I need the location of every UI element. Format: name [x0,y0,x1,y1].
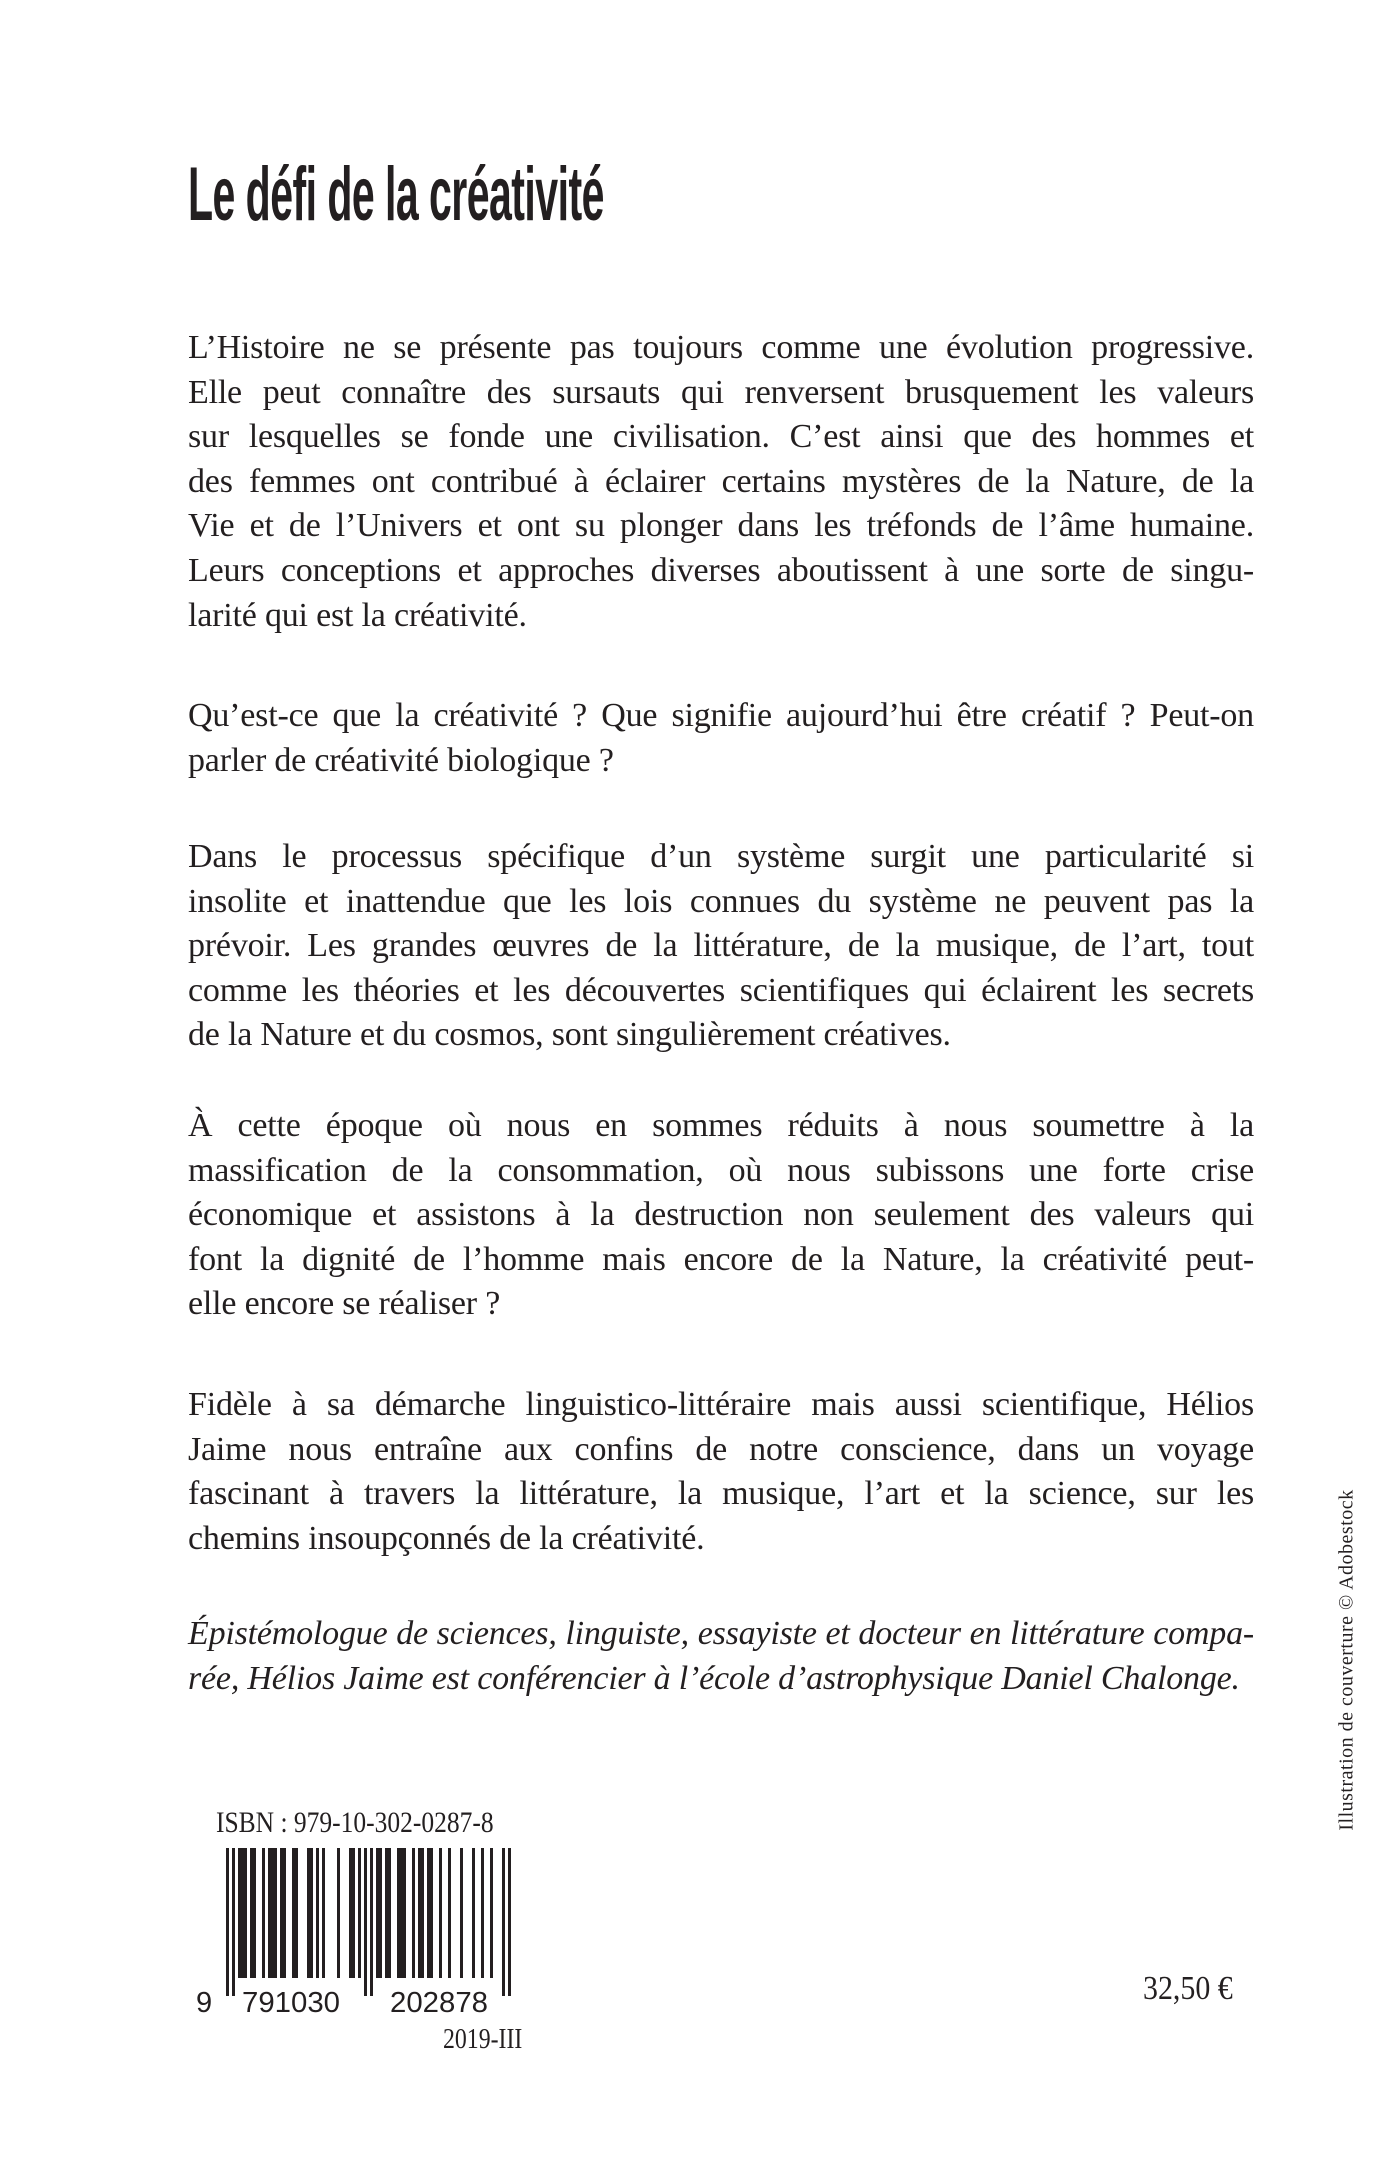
barcode-bar [472,1848,475,1978]
barcode-bar [481,1848,484,1978]
barcode-bar [421,1848,424,1978]
barcode-bar [370,1848,373,1996]
text-line: Jaime nous entraîne aux confins de notre conscience, dans un voyage [188,1430,1254,1468]
barcode-bar [349,1848,352,1978]
barcode-bar [337,1848,340,1978]
paragraph-questions [188,694,1254,783]
barcode-bar [418,1848,421,1978]
text-line: Leurs conceptions et approches diverses aboutissent à une sorte de singu- [188,551,1254,589]
paragraph-epoch [188,1104,1254,1327]
barcode-bar [244,1848,247,1978]
book-title: Le défi de la créativité [188,152,604,237]
barcode-bar [490,1848,493,1978]
barcode-bar [310,1848,313,1978]
text-line: prévoir. Les grandes œuvres de la littérature, de la musique, de l’art, tout [188,927,1254,965]
barcode-bar [292,1848,295,1978]
author-bio [188,1612,1254,1701]
barcode-bar [430,1848,433,1978]
text-line: elle encore se réaliser ? [188,1285,501,1323]
barcode-bar [379,1848,382,1978]
barcode-bar [250,1848,253,1978]
barcode-bar [439,1848,442,1978]
text-line: massification de la consommation, où nous subissons une forte crise [188,1151,1254,1189]
barcode-bar [226,1848,229,1996]
text-line: Dans le processus spécifique d’un système surgit une particularité si [188,838,1254,875]
barcode-bar [238,1848,241,1978]
barcode-bar [307,1848,310,1978]
text-line: insolite et inattendue que les lois connues du système ne peuvent pas la [188,882,1254,920]
barcode-bars [226,1848,511,1996]
isbn-label: ISBN : 979-10-302-0287-8 [216,1806,494,1839]
barcode-bar [262,1848,265,1978]
barcode-right-digits: 202878 [390,1987,488,2018]
barcode-bar [364,1848,367,1996]
text-line: de la Nature et du cosmos, sont singulièrement créatives. [188,1016,951,1054]
barcode-bar [388,1848,391,1978]
barcode-bar [400,1848,403,1978]
paragraph-intro [188,326,1254,638]
barcode-bar [358,1848,361,1978]
text-line: Qu’est-ce que la créativité ? Que signifie aujourd’hui être créatif ? Peut-on [188,697,1254,734]
barcode-first-digit: 9 [196,1987,213,2018]
text-line: parler de créativité biologique ? [188,741,614,779]
text-line: rée, Hélios Jaime est conférencier à l’école d’astrophysique Daniel Chalonge. [188,1659,1240,1697]
text-line: chemins insoupçonnés de la créativité. [188,1519,705,1557]
barcode-bar [316,1848,319,1978]
barcode-bar [352,1848,355,1978]
barcode-bar [295,1848,298,1978]
barcode-bar [253,1848,256,1978]
text-line: font la dignité de l’homme mais encore de la Nature, la créativité peut- [188,1240,1254,1278]
barcode-bar [385,1848,388,1978]
barcode-bar [460,1848,463,1978]
text-line: Vie et de l’Univers et ont su plonger dans les tréfonds de l’âme humaine. [188,507,1254,545]
text-line: comme les théories et les découvertes scientifiques qui éclairent les secrets [188,971,1254,1009]
barcode-bar [403,1848,406,1978]
text-line: économique et assistons à la destruction non seulement des valeurs qui [188,1196,1254,1234]
text-line: larité qui est la créativité. [188,596,527,634]
barcode-bar [376,1848,379,1978]
barcode-bar [280,1848,283,1978]
text-line: L’Histoire ne se présente pas toujours comme une évolution progressive. [188,329,1254,366]
text-line: Fidèle à sa démarche linguistico-littéraire mais aussi scientifique, Hélios [188,1386,1254,1423]
barcode [190,1848,550,2018]
paragraph-author-approach [188,1383,1254,1561]
barcode-bar [232,1848,235,1996]
barcode-bar [397,1848,400,1978]
text-line: fascinant à travers la littérature, la musique, l’art et la science, sur les [188,1475,1254,1513]
cover-credit: Illustration de couverture © Adobestock [1335,1489,1358,1831]
barcode-bar [268,1848,271,1978]
text-line: des femmes ont contribué à éclairer certains mystères de la Nature, de la [188,462,1254,500]
barcode-bar [412,1848,415,1978]
barcode-bar [274,1848,277,1978]
barcode-bar [322,1848,325,1978]
barcode-bar [283,1848,286,1978]
edition-code: 2019-III [443,2024,523,2055]
text-line: sur lesquelles se fonde une civilisation. C’est ainsi que des hommes et [188,418,1254,456]
barcode-bar [241,1848,244,1978]
text-line: À cette époque où nous en sommes réduits à nous soumettre à la [188,1107,1254,1144]
text-line: Épistémologue de sciences, linguiste, essayiste et docteur en littérature compa- [188,1615,1254,1652]
barcode-bar [271,1848,274,1978]
barcode-left-digits: 791030 [242,1987,340,2018]
paragraph-process [188,835,1254,1058]
text-line: Elle peut connaître des sursauts qui renversent brusquement les valeurs [188,373,1254,411]
barcode-bar [502,1848,505,1996]
price: 32,50 € [1143,1970,1233,2007]
barcode-bar [427,1848,430,1978]
barcode-bar [508,1848,511,1996]
barcode-bar [448,1848,451,1978]
